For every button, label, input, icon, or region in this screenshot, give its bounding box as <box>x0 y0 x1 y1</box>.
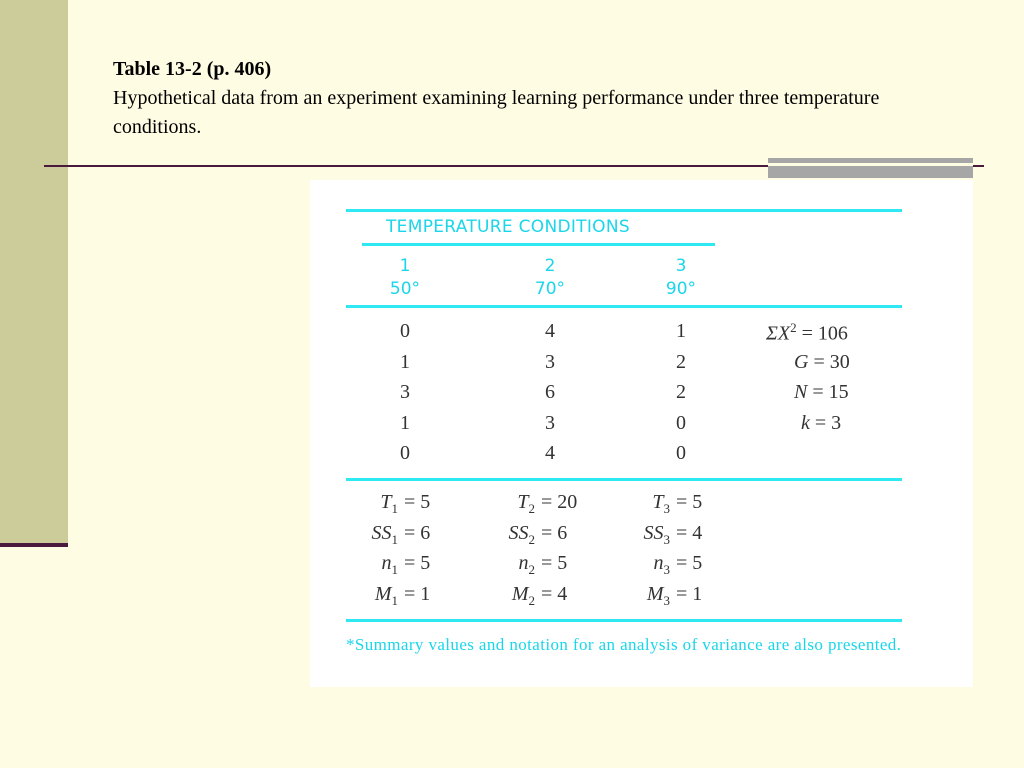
stat-subscript: 1 <box>391 531 398 547</box>
stat-value: = 6 <box>541 521 568 544</box>
stat-value: = 4 <box>676 521 703 544</box>
data-cell: 3 <box>545 350 555 373</box>
column-header-3 <box>641 255 721 301</box>
summary-stat <box>358 522 398 548</box>
summary-stat <box>358 491 398 517</box>
summary-stat <box>495 522 535 548</box>
table-top-rule <box>346 209 902 212</box>
stat-symbol: SS <box>508 521 529 544</box>
group-header: TEMPERATURE CONDITIONS <box>386 217 630 237</box>
stat-value: = 5 <box>404 491 431 513</box>
stat-superscript: 2 <box>790 320 797 335</box>
summary-stat <box>630 491 670 517</box>
stat-sum-x2 <box>766 320 848 346</box>
stat-symbol: n <box>381 552 392 574</box>
stat-subscript: 2 <box>528 562 535 577</box>
stat-symbol: G <box>794 351 809 373</box>
table-bottom-rule <box>346 619 902 622</box>
data-cell: 0 <box>676 442 686 464</box>
header-bottom-rule <box>346 305 902 308</box>
stat-symbol: M <box>646 582 664 605</box>
stat-value: = 4 <box>541 582 568 605</box>
data-bottom-rule <box>346 478 902 481</box>
column-number: 2 <box>544 256 556 276</box>
summary-stat <box>630 552 670 578</box>
column-header-1 <box>365 255 445 301</box>
stat-value: = 5 <box>676 552 703 574</box>
summary-stat <box>630 583 670 609</box>
stat-subscript: 3 <box>663 531 670 547</box>
stat-value: = 5 <box>541 552 568 574</box>
column-temp: 90° <box>665 279 697 299</box>
summary-stat <box>495 583 535 609</box>
column-header-2 <box>510 255 590 301</box>
stat-subscript: 3 <box>663 562 670 577</box>
stat-subscript: 1 <box>391 562 398 577</box>
data-cell: 4 <box>545 320 555 342</box>
stat-value: = 5 <box>676 491 703 513</box>
summary-stat <box>358 552 398 578</box>
column-number: 1 <box>399 256 411 276</box>
data-cell: 0 <box>400 320 410 342</box>
stat-k <box>801 412 841 435</box>
stat-n <box>794 381 849 404</box>
stat-symbol: N <box>794 381 808 403</box>
stat-subscript: 2 <box>528 592 535 608</box>
stat-symbol: M <box>511 582 529 605</box>
column-temp: 50° <box>389 279 421 299</box>
stat-symbol: n <box>518 552 529 574</box>
caption-title: Table 13-2 (p. 406) <box>113 58 272 80</box>
stat-subscript: 1 <box>391 501 398 516</box>
table-image <box>310 180 973 687</box>
summary-stat <box>495 491 535 517</box>
stat-symbol: M <box>374 582 392 605</box>
caption-description: Hypothetical data from an experiment examining learning performance under three temperature conditions. <box>113 87 880 138</box>
stat-value: = 3 <box>814 412 842 434</box>
data-cell: 1 <box>676 320 686 342</box>
stat-value: = 1 <box>676 582 703 605</box>
summary-stat <box>358 583 398 609</box>
stat-value: = 1 <box>404 582 431 605</box>
stat-value: = 106 <box>801 322 848 345</box>
stat-g <box>794 351 850 374</box>
stat-subscript: 2 <box>528 501 535 516</box>
stat-subscript: 3 <box>663 592 670 608</box>
data-cell: 3 <box>400 381 410 403</box>
data-cell: 6 <box>545 381 555 403</box>
stat-symbol: T <box>517 491 529 513</box>
data-cell: 4 <box>545 442 555 464</box>
stat-value: = 15 <box>812 381 849 403</box>
data-cell: 0 <box>400 442 410 464</box>
stat-symbol: SS <box>371 521 392 544</box>
stat-symbol: T <box>380 491 392 513</box>
data-cell: 1 <box>400 350 410 373</box>
stat-symbol: n <box>653 552 664 574</box>
side-bar-decoration <box>0 0 68 545</box>
table-footnote: *Summary values and notation for an analysis of variance are also presented. <box>346 635 902 654</box>
column-temp: 70° <box>534 279 566 299</box>
stat-subscript: 2 <box>528 531 535 547</box>
stat-symbol: ΣX <box>766 322 791 345</box>
side-bar-underline <box>0 543 68 547</box>
data-cell: 0 <box>676 411 686 434</box>
summary-stat <box>630 522 670 548</box>
stat-subscript: 1 <box>391 592 398 608</box>
stat-subscript: 3 <box>663 501 670 516</box>
divider-accent <box>768 158 973 178</box>
data-cell: 1 <box>400 411 410 434</box>
stat-value: = 6 <box>404 521 431 544</box>
stat-value: = 30 <box>813 351 850 373</box>
data-cell: 2 <box>676 350 686 373</box>
stat-value: = 5 <box>404 552 431 574</box>
stat-value: = 20 <box>541 491 578 513</box>
stat-symbol: T <box>652 491 664 513</box>
data-cell: 3 <box>545 411 555 434</box>
stat-symbol: SS <box>643 521 664 544</box>
summary-stat <box>495 552 535 578</box>
data-cell: 2 <box>676 381 686 403</box>
column-number: 3 <box>675 256 687 276</box>
group-header-rule <box>362 243 715 246</box>
stat-symbol: k <box>801 412 810 434</box>
slide-caption <box>113 55 943 142</box>
